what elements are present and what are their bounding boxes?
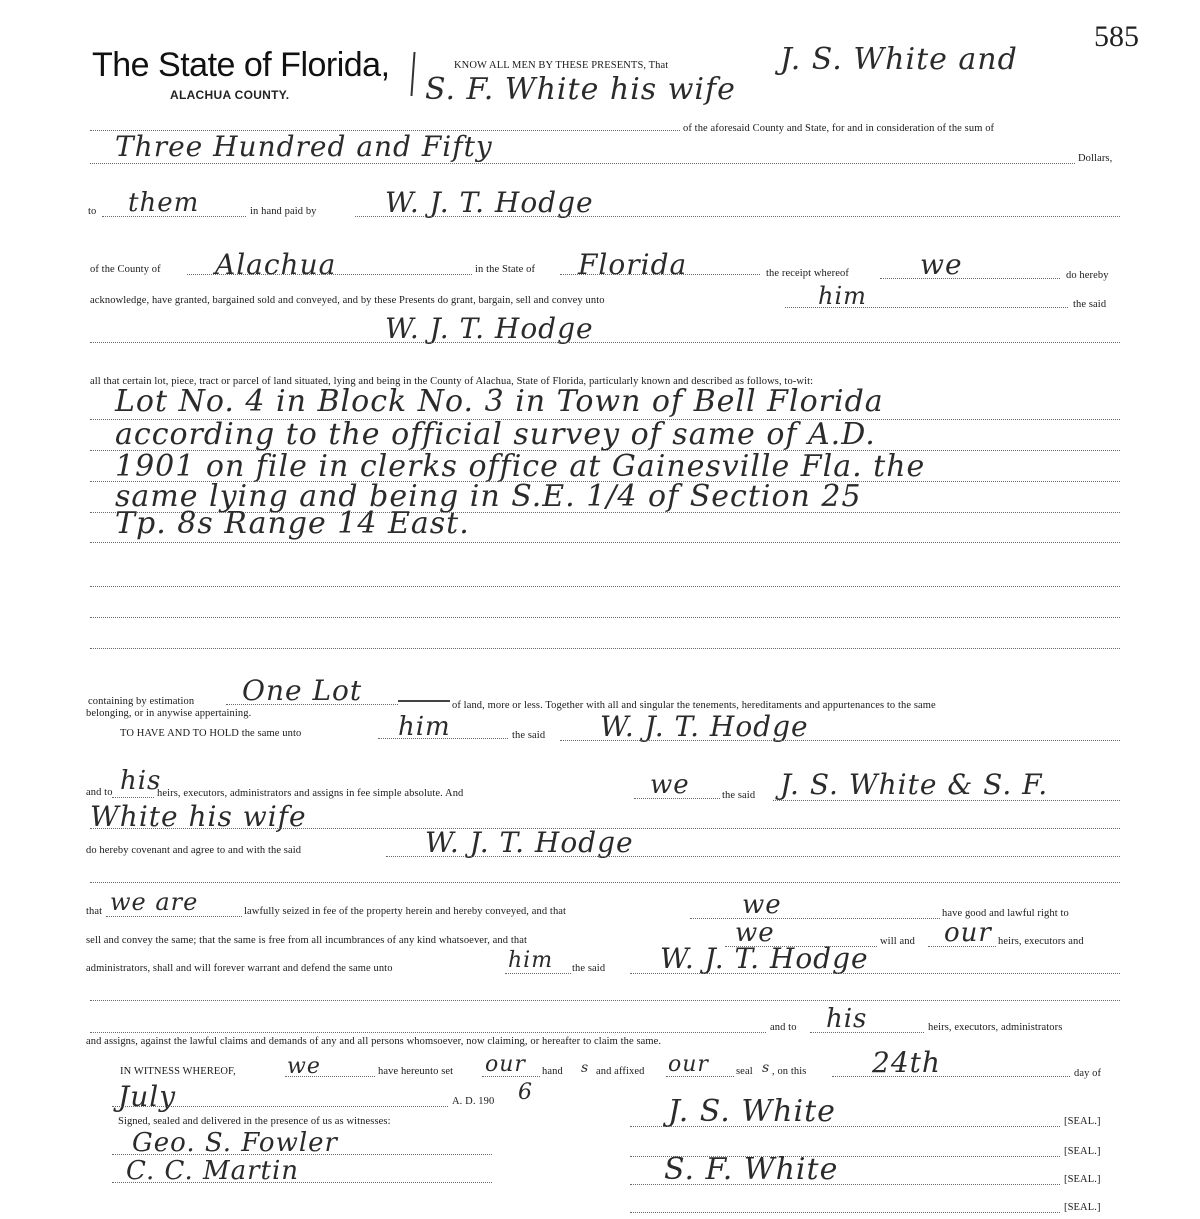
will-and-text: will and — [880, 936, 915, 947]
aforesaid-text: of the aforesaid County and State, for and in consideration of the sum of — [683, 123, 995, 134]
of-county-text: of the County of — [90, 264, 161, 275]
heirs-party: his — [120, 766, 162, 796]
have-party: him — [398, 712, 451, 742]
hand-suffix: s — [581, 1060, 590, 1076]
description-line-1: Lot No. 4 in Block No. 3 in Town of Bell Florida — [115, 384, 884, 419]
do-hereby-text: do hereby — [1066, 270, 1109, 281]
acknowledge-text: acknowledge, have granted, bargained sold and conveyed, and by these Presents do grant, bargain, sell and convey unto — [90, 295, 605, 306]
in-hand-paid-text: in hand paid by — [250, 206, 317, 217]
to-whom: them — [128, 188, 200, 218]
covenant-grantee: W. J. T. Hodge — [425, 826, 634, 859]
covenantors-line-2: White his wife — [90, 800, 307, 833]
hand-text: hand — [542, 1066, 563, 1077]
defend-the-said-text: the said — [572, 963, 606, 974]
grantor-line-1: J. S. White and — [780, 42, 1018, 77]
the-said-text: the said — [1073, 299, 1107, 310]
struck-acres — [398, 700, 450, 702]
have-grantee: W. J. T. Hodge — [600, 710, 809, 743]
estimation-value: One Lot — [242, 674, 363, 707]
on-this-text: , on this — [772, 1066, 807, 1077]
that-text: that — [86, 906, 103, 917]
belonging-text: belonging, or in anywise appertaining. — [86, 708, 252, 719]
seal-label-2: [SEAL.] — [1064, 1146, 1101, 1157]
administrators-text: administrators, shall and will forever warrant and defend the same unto — [86, 963, 393, 974]
day-of-text: day of — [1074, 1068, 1102, 1079]
page-number: 585 — [1094, 20, 1139, 53]
seal-label-4: [SEAL.] — [1064, 1202, 1101, 1213]
lawfully-seized-text: lawfully seized in fee of the property herein and hereby conveyed, and that — [244, 906, 567, 917]
sum-written: Three Hundred and Fifty — [115, 130, 493, 163]
and-to-2-text: and to — [770, 1022, 797, 1033]
seal-suffix: s — [762, 1060, 771, 1076]
covenantors-line-1: J. S. White & S. F. — [780, 768, 1049, 801]
will-party: we — [735, 918, 775, 948]
and-party: we — [650, 770, 690, 800]
know-all-text: KNOW ALL MEN BY THESE PRESENTS, That — [454, 60, 669, 71]
month: July — [118, 1080, 177, 1113]
to-have-text: TO HAVE AND TO HOLD the same unto — [120, 728, 302, 739]
in-witness-text: IN WITNESS WHEREOF, — [120, 1066, 236, 1077]
covenant-clause: do hereby covenant and agree to and with the said — [86, 845, 302, 856]
seal-text: seal — [736, 1066, 753, 1077]
sell-convey-text: sell and convey the same; that the same is free from all incumbrances of any kind whatsoever, and that — [86, 935, 528, 946]
description-line-4: same lying and being in S.E. 1/4 of Section 25 — [115, 479, 862, 514]
receipt-party: we — [920, 248, 963, 281]
witness-party: we — [287, 1054, 321, 1079]
day-number: 24th — [872, 1046, 941, 1079]
containing-text: containing by estimation — [88, 696, 195, 707]
grantee-repeat: W. J. T. Hodge — [385, 312, 594, 345]
grantee-paid-by: W. J. T. Hodge — [385, 186, 594, 219]
header-brace — [410, 52, 417, 96]
witness-2: C. C. Martin — [126, 1156, 300, 1186]
set-party: our — [485, 1052, 526, 1077]
ad-text: A. D. 190 — [452, 1096, 495, 1107]
dollars-text: Dollars, — [1078, 153, 1113, 164]
convey-to: him — [818, 282, 867, 310]
description-line-2: according to the official survey of same of A.D. — [115, 417, 876, 452]
defend-party: him — [508, 948, 554, 973]
signer-1: J. S. White — [668, 1094, 836, 1129]
to-text: to — [88, 206, 97, 217]
and-to-text: and to — [86, 787, 113, 798]
in-state-text: in the State of — [475, 264, 536, 275]
seal-label-3: [SEAL.] — [1064, 1174, 1101, 1185]
defend-grantee: W. J. T. Hodge — [660, 942, 869, 975]
grantor-line-2: S. F. White his wife — [425, 72, 736, 107]
that-party: we are — [110, 888, 199, 916]
state-title: The State of Florida, — [92, 46, 390, 84]
and-affixed-text: and affixed — [596, 1066, 645, 1077]
description-line-3: 1901 on file in clerks office at Gainesville Fla. the — [115, 449, 926, 484]
have-good-text: have good and lawful right to — [942, 908, 1069, 919]
have-the-said-text: the said — [512, 730, 546, 741]
affixed-party: our — [668, 1052, 709, 1077]
signed-text: Signed, sealed and delivered in the presence of us as witnesses: — [118, 1116, 391, 1127]
heirs-exec-text: heirs, executors and — [998, 936, 1084, 947]
year-digit: 6 — [518, 1080, 533, 1105]
signer-2: S. F. White — [664, 1152, 839, 1187]
his-party: his — [826, 1004, 868, 1034]
county-name: Alachua — [215, 248, 337, 281]
witness-1: Geo. S. Fowler — [132, 1128, 338, 1158]
land-more-or-less-text: of land, more or less. Together with all and singular the tenements, hereditaments and appurtenances to the same — [452, 700, 936, 711]
have-hereunto-text: have hereunto set — [378, 1066, 454, 1077]
description-intro: all that certain lot, piece, tract or parcel of land situated, lying and being in the County of Alachua, State of Florida, particularly known and described as follows, to-wit: — [90, 376, 814, 387]
description-line-5: Tp. 8s Range 14 East. — [115, 506, 470, 541]
receipt-whereof-text: the receipt whereof — [766, 268, 849, 279]
our-party: our — [944, 918, 992, 948]
seal-label-1: [SEAL.] — [1064, 1116, 1101, 1127]
good-party: we — [742, 890, 782, 920]
the-said-2-text: the said — [722, 790, 756, 801]
state-name: Florida — [578, 248, 688, 281]
heirs-exec-admin-text: heirs, executors, administrators — [928, 1022, 1063, 1033]
assigns-against-text: and assigns, against the lawful claims and demands of any and all persons whomsoever, now claiming, or hereafter to claim the same. — [86, 1036, 662, 1047]
county-title: ALACHUA COUNTY. — [170, 88, 290, 102]
heirs-clause: heirs, executors, administrators and assigns in fee simple absolute. And — [157, 788, 464, 799]
